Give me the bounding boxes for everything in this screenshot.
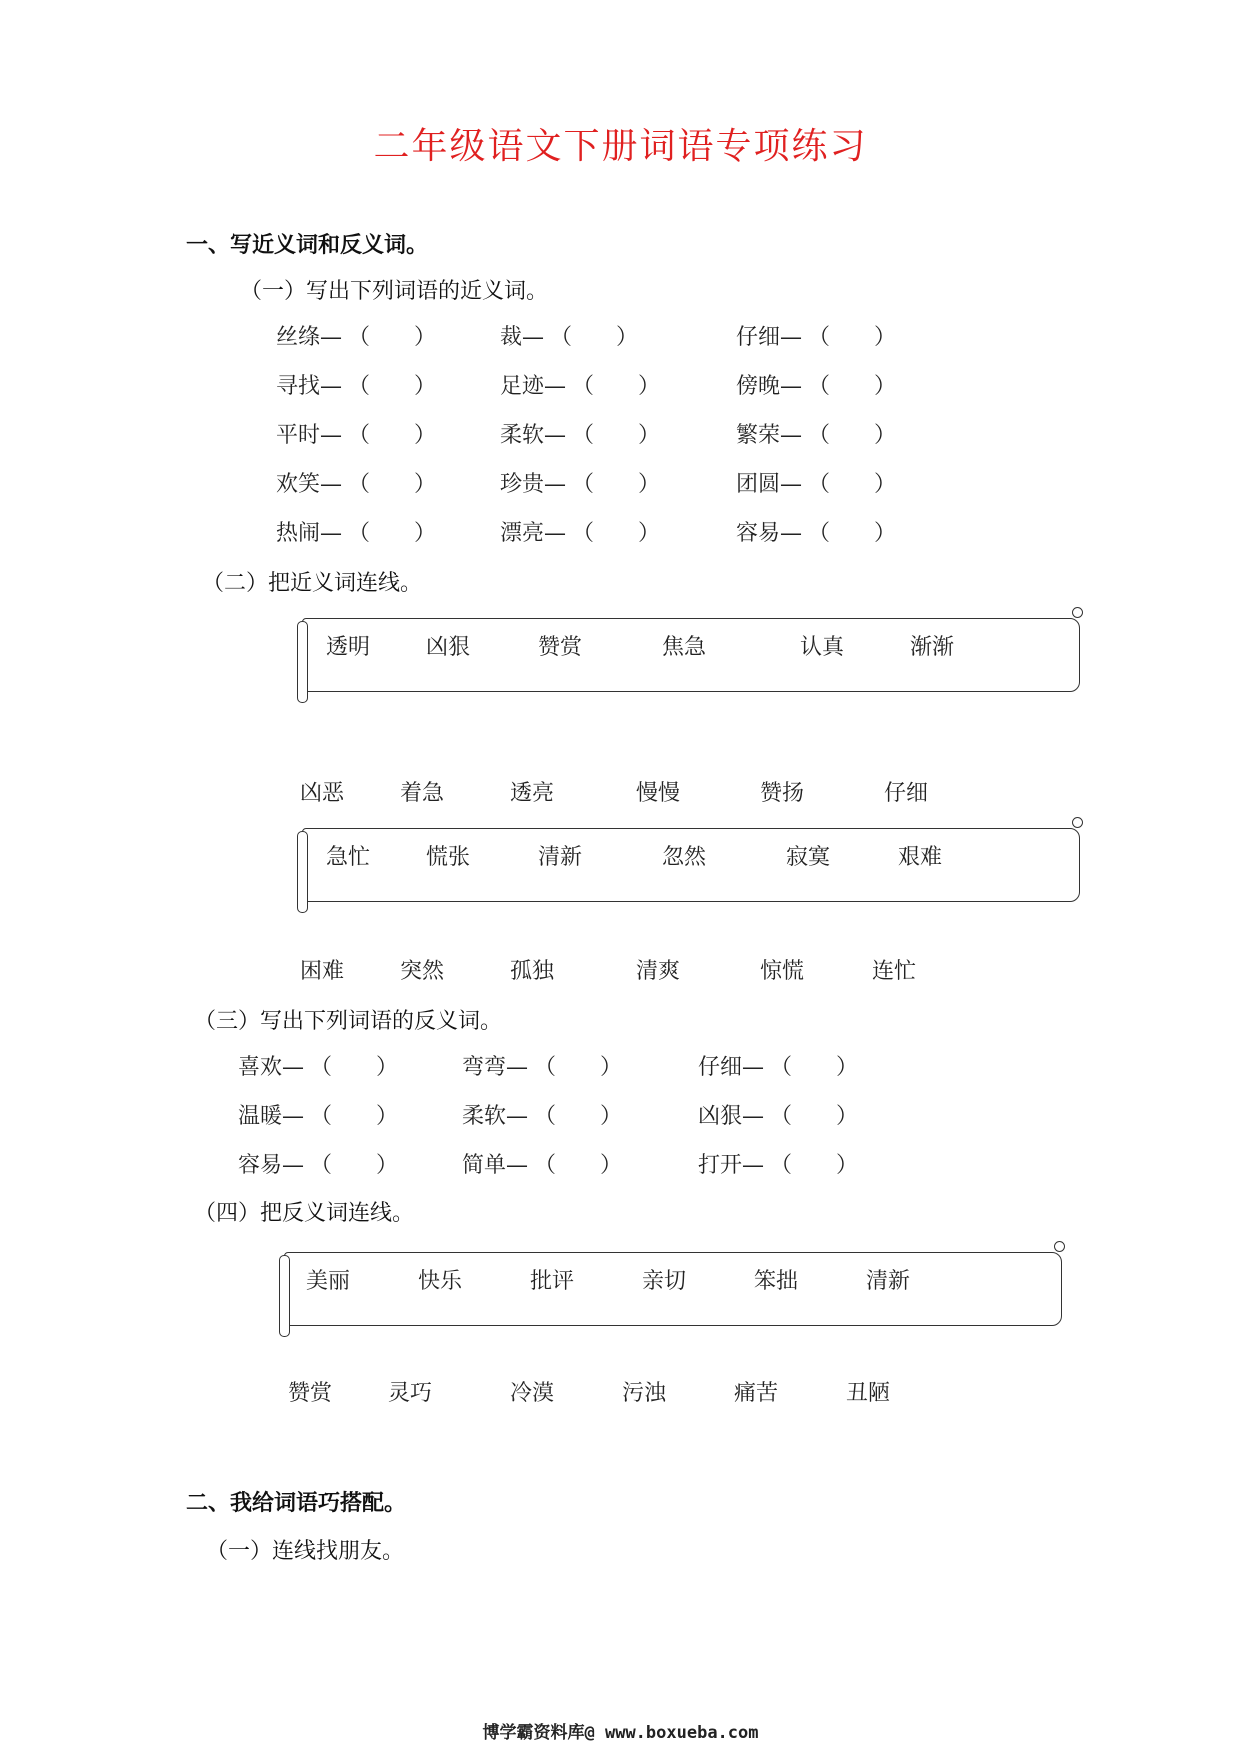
- fill-item-label: 丝绦—: [276, 325, 343, 350]
- answer-blank[interactable]: （ ）: [808, 325, 897, 350]
- match-word: 孤独: [510, 959, 555, 984]
- fill-item-label: 容易—: [238, 1153, 305, 1178]
- fill-item-label: 打开—: [698, 1153, 765, 1178]
- match-word: 清新: [866, 1269, 911, 1294]
- match-word: 清新: [538, 845, 583, 870]
- answer-blank[interactable]: （ ）: [808, 423, 897, 448]
- section1-heading: 一、写近义词和反义词。: [186, 233, 429, 258]
- answer-blank[interactable]: （ ）: [310, 1153, 399, 1178]
- match-word: 慌张: [426, 845, 471, 870]
- match-word: 透明: [326, 635, 371, 660]
- match-word: 仔细: [884, 781, 929, 806]
- answer-blank[interactable]: （ ）: [770, 1153, 859, 1178]
- match-word: 透亮: [510, 781, 555, 806]
- fill-item-label: 欢笑—: [276, 472, 343, 497]
- part4-heading: （四）把反义词连线。: [194, 1201, 415, 1226]
- match-word: 快乐: [418, 1269, 463, 1294]
- answer-blank[interactable]: （ ）: [348, 472, 437, 497]
- match-word: 惊慌: [760, 959, 805, 984]
- match-word: 凶恶: [300, 781, 345, 806]
- match-word: 赞扬: [760, 781, 805, 806]
- footer-source: 博学霸资料库@ www.boxueba.com: [482, 1723, 759, 1743]
- match-word: 清爽: [636, 959, 681, 984]
- fill-item-label: 容易—: [736, 521, 803, 546]
- match-word: 亲切: [642, 1269, 687, 1294]
- match-word: 焦急: [662, 635, 707, 660]
- fill-item-label: 漂亮—: [500, 521, 567, 546]
- match-word: 灵巧: [388, 1381, 433, 1406]
- match-word: 困难: [300, 959, 345, 984]
- answer-blank[interactable]: （ ）: [348, 374, 437, 399]
- match-word: 污浊: [622, 1381, 667, 1406]
- match-word: 渐渐: [910, 635, 955, 660]
- match-word: 凶狠: [426, 635, 471, 660]
- answer-blank[interactable]: （ ）: [808, 374, 897, 399]
- fill-item-label: 仔细—: [736, 325, 803, 350]
- fill-item-label: 简单—: [462, 1153, 529, 1178]
- match-word: 美丽: [306, 1269, 351, 1294]
- fill-item-label: 繁荣—: [736, 423, 803, 448]
- fill-item-label: 珍贵—: [500, 472, 567, 497]
- match-word: 连忙: [872, 959, 917, 984]
- part1-heading: （一）写出下列词语的近义词。: [240, 279, 549, 304]
- answer-blank[interactable]: （ ）: [572, 472, 661, 497]
- fill-item-label: 柔软—: [500, 423, 567, 448]
- fill-item-label: 柔软—: [462, 1104, 529, 1129]
- answer-blank[interactable]: （ ）: [770, 1104, 859, 1129]
- answer-blank[interactable]: （ ）: [572, 423, 661, 448]
- fill-item-label: 团圆—: [736, 472, 803, 497]
- answer-blank[interactable]: （ ）: [534, 1104, 623, 1129]
- match-word: 痛苦: [734, 1381, 779, 1406]
- answer-blank[interactable]: （ ）: [310, 1055, 399, 1080]
- answer-blank[interactable]: （ ）: [572, 521, 661, 546]
- answer-blank[interactable]: （ ）: [348, 423, 437, 448]
- answer-blank[interactable]: （ ）: [310, 1104, 399, 1129]
- fill-item-label: 凶狠—: [698, 1104, 765, 1129]
- match-word: 赞赏: [288, 1381, 333, 1406]
- fill-item-label: 喜欢—: [238, 1055, 305, 1080]
- answer-blank[interactable]: （ ）: [348, 521, 437, 546]
- answer-blank[interactable]: （ ）: [348, 325, 437, 350]
- answer-blank[interactable]: （ ）: [534, 1153, 623, 1178]
- match-word: 忽然: [662, 845, 707, 870]
- fill-item-label: 傍晚—: [736, 374, 803, 399]
- match-word: 丑陋: [846, 1381, 891, 1406]
- match-word: 寂寞: [786, 845, 831, 870]
- part2-heading: （二）把近义词连线。: [202, 571, 423, 596]
- answer-blank[interactable]: （ ）: [534, 1055, 623, 1080]
- match-word: 赞赏: [538, 635, 583, 660]
- page-title: 二年级语文下册词语专项练习: [373, 126, 868, 167]
- fill-item-label: 足迹—: [500, 374, 567, 399]
- match-word: 慢慢: [636, 781, 681, 806]
- match-word: 急忙: [326, 845, 371, 870]
- fill-item-label: 温暖—: [238, 1104, 305, 1129]
- match-word: 笨拙: [754, 1269, 799, 1294]
- fill-item-label: 仔细—: [698, 1055, 765, 1080]
- section2-heading: 二、我给词语巧搭配。: [186, 1491, 407, 1516]
- fill-item-label: 平时—: [276, 423, 343, 448]
- answer-blank[interactable]: （ ）: [572, 374, 661, 399]
- fill-item-label: 弯弯—: [462, 1055, 529, 1080]
- part3-heading: （三）写出下列词语的反义词。: [194, 1009, 503, 1034]
- match-word: 认真: [800, 635, 845, 660]
- match-word: 艰难: [898, 845, 943, 870]
- answer-blank[interactable]: （ ）: [550, 325, 639, 350]
- match-word: 批评: [530, 1269, 575, 1294]
- fill-item-label: 裁—: [500, 325, 545, 350]
- answer-blank[interactable]: （ ）: [808, 472, 897, 497]
- section2-part1-heading: （一）连线找朋友。: [206, 1539, 405, 1564]
- match-word: 冷漠: [510, 1381, 555, 1406]
- fill-item-label: 寻找—: [276, 374, 343, 399]
- fill-item-label: 热闹—: [276, 521, 343, 546]
- answer-blank[interactable]: （ ）: [770, 1055, 859, 1080]
- answer-blank[interactable]: （ ）: [808, 521, 897, 546]
- match-word: 着急: [400, 781, 445, 806]
- match-word: 突然: [400, 959, 445, 984]
